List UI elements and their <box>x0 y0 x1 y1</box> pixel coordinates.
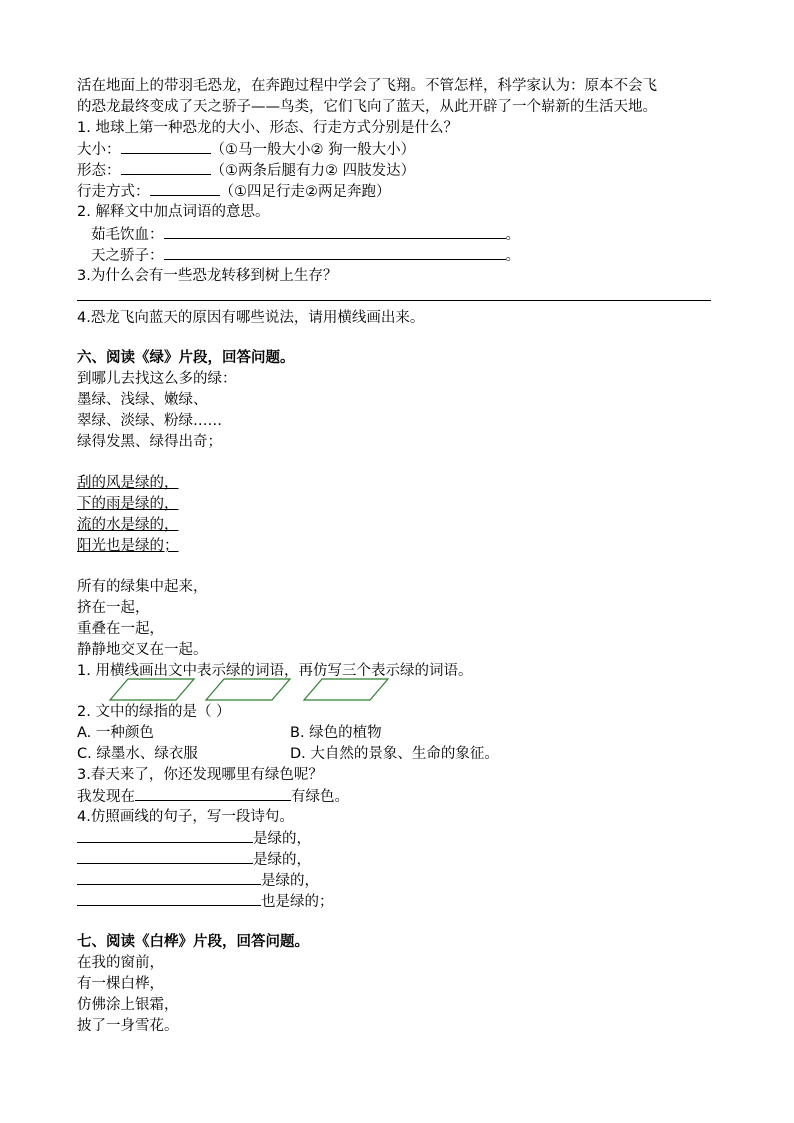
question-1: 1. 地球上第一种恐龙的大小、形态、行走方式分别是什么？ <box>77 120 458 136</box>
term1-row <box>91 224 520 245</box>
question-3: 3.为什么会有一些恐龙转移到树上生存？ <box>77 268 338 284</box>
poem-line: 重叠在一起， <box>77 621 164 637</box>
poem-line: 墨绿、浅绿、嫩绿、 <box>77 392 208 408</box>
walk-label: 行走方式： <box>77 184 150 200</box>
discover-blank[interactable] <box>135 786 291 801</box>
imitate-row <box>77 828 311 849</box>
discover-prefix: 我发现在 <box>77 789 135 805</box>
poem-line: 静静地交叉在一起。 <box>77 642 208 658</box>
shape-row <box>77 160 415 181</box>
size-blank[interactable] <box>121 139 211 154</box>
poem-line: 披了一身雪花。 <box>77 1018 179 1034</box>
underlined-line <box>77 515 179 535</box>
discover-row <box>77 786 349 807</box>
imitate-suffix: 是绿的， <box>253 831 311 847</box>
term2-row <box>91 245 520 266</box>
option-b: B. 绿色的植物 <box>290 725 382 741</box>
section-6-question-2: 2. 文中的绿指的是（ ） <box>77 704 231 720</box>
imitate-suffix: 是绿的， <box>253 852 311 868</box>
intro-line-2: 的恐龙最终变成了天之骄子——鸟类，它们飞向了蓝天，从此开辟了一个崭新的生活天地。 <box>77 99 657 115</box>
underlined-text: 下的雨是绿的， <box>77 496 179 512</box>
term1-label: 茹毛饮血： <box>91 227 164 243</box>
term1-blank[interactable] <box>164 224 506 239</box>
poem-line: 所有的绿集中起来， <box>77 579 208 595</box>
poem-line: 翠绿、淡绿、粉绿…… <box>77 413 222 429</box>
underlined-text: 阳光也是绿的； <box>77 538 179 554</box>
shape-label: 形态： <box>77 163 121 179</box>
imitate-suffix: 是绿的， <box>261 873 319 889</box>
shape-blank[interactable] <box>121 160 211 175</box>
word-box-3[interactable] <box>304 679 388 700</box>
word-boxes <box>108 678 398 702</box>
discover-suffix: 有绿色。 <box>291 789 349 805</box>
imitate-blank[interactable] <box>77 870 261 885</box>
intro-line-1: 活在地面上的带羽毛恐龙，在奔跑过程中学会了飞翔。不管怎样，科学家认为：原本不会飞 <box>77 78 657 94</box>
poem-line: 到哪儿去找这么多的绿： <box>77 371 237 387</box>
option-c: C. 绿墨水、绿衣服 <box>77 746 198 762</box>
question-2: 2. 解释文中加点词语的意思。 <box>77 204 270 220</box>
imitate-row <box>77 849 311 870</box>
shape-options: （①两条后腿有力② 四肢发达） <box>210 163 416 179</box>
underlined-text: 流的水是绿的， <box>77 517 179 533</box>
option-a: A. 一种颜色 <box>77 725 154 741</box>
section-6-heading: 六、阅读《绿》片段，回答问题。 <box>77 350 295 366</box>
walk-row <box>77 181 391 202</box>
section-6-question-1: 1. 用横线画出文中表示绿的词语，再仿写三个表示绿的词语。 <box>77 663 473 679</box>
imitate-blank[interactable] <box>77 828 253 843</box>
poem-line: 仿佛涂上银霜， <box>77 997 179 1013</box>
poem-line: 有一棵白桦， <box>77 976 164 992</box>
q3-answer-line[interactable] <box>77 300 711 301</box>
walk-options: （①四足行走②两足奔跑） <box>219 184 391 200</box>
imitate-blank[interactable] <box>77 849 253 864</box>
imitate-suffix: 也是绿的； <box>261 894 334 910</box>
question-4: 4.恐龙飞向蓝天的原因有哪些说法，请用横线画出来。 <box>77 310 425 326</box>
poem-line: 挤在一起， <box>77 600 150 616</box>
underlined-line <box>77 536 179 556</box>
underlined-line <box>77 494 179 514</box>
section-6-question-3: 3.春天来了，你还发现哪里有绿色呢？ <box>77 767 323 783</box>
poem-line: 在我的窗前， <box>77 955 164 971</box>
word-box-1[interactable] <box>110 679 194 700</box>
underlined-line <box>77 473 179 493</box>
imitate-blank[interactable] <box>77 891 261 906</box>
term2-label: 天之骄子： <box>91 248 164 264</box>
section-7-heading: 七、阅读《白桦》片段，回答问题。 <box>77 934 309 950</box>
term2-blank[interactable] <box>164 245 506 260</box>
section-6-question-4: 4.仿照画线的句子，写一段诗句。 <box>77 809 294 825</box>
underlined-text: 刮的风是绿的， <box>77 475 179 491</box>
imitate-row <box>77 870 319 891</box>
term2-period: 。 <box>505 248 520 264</box>
option-d: D. 大自然的景象、生命的象征。 <box>290 746 499 762</box>
size-label: 大小： <box>77 142 121 158</box>
poem-line: 绿得发黑、绿得出奇； <box>77 434 222 450</box>
size-options: （①马一般大小② 狗一般大小） <box>210 142 416 158</box>
size-row <box>77 139 415 160</box>
imitate-row <box>77 891 334 912</box>
word-box-2[interactable] <box>206 679 290 700</box>
term1-period: 。 <box>505 227 520 243</box>
walk-blank[interactable] <box>150 181 220 196</box>
